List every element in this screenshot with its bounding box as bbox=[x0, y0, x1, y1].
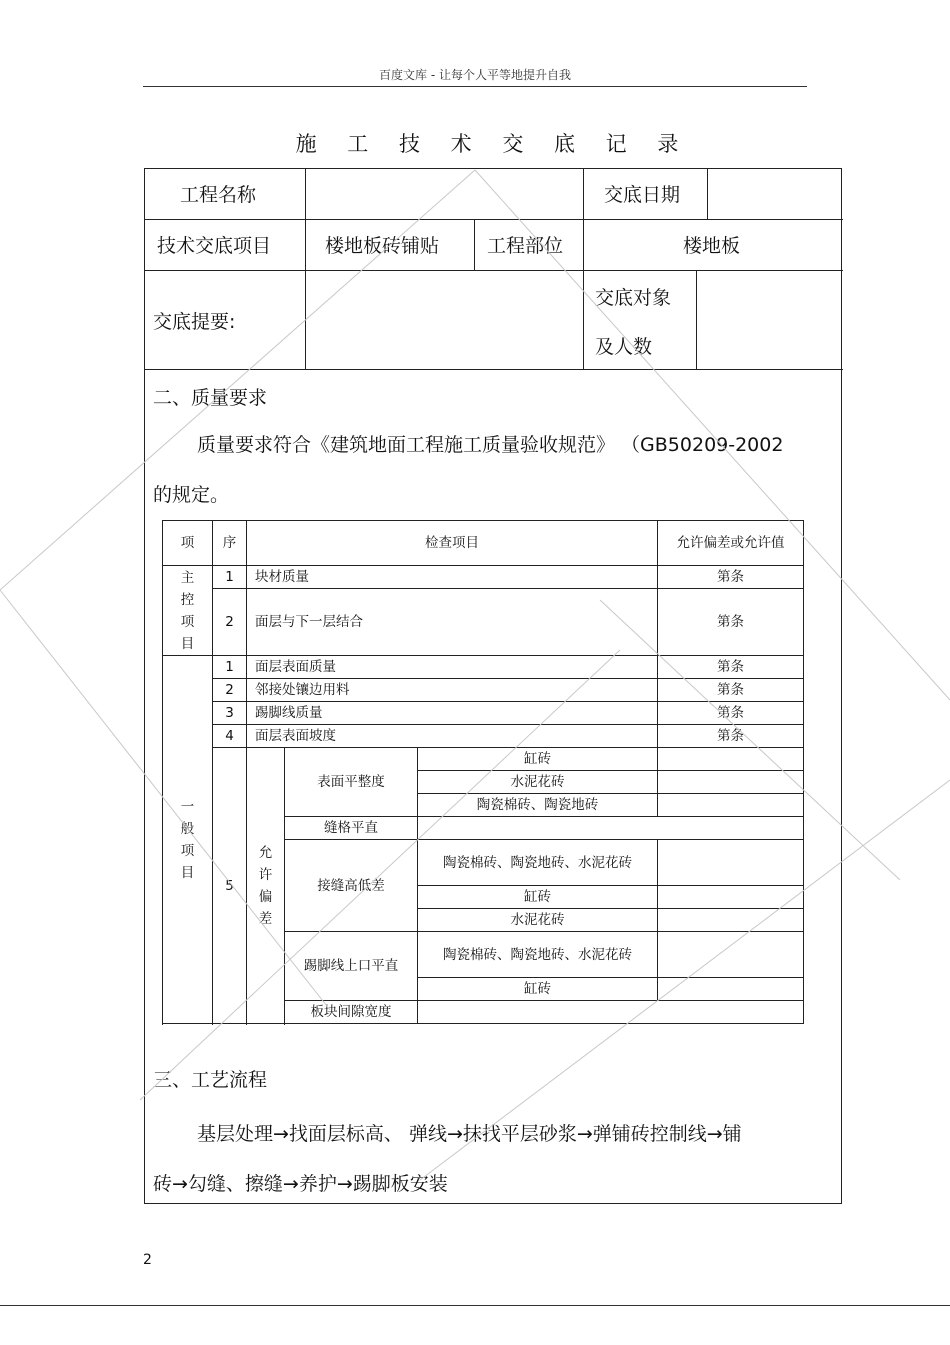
col-divider bbox=[305, 169, 306, 369]
allow-value bbox=[658, 886, 804, 909]
audience-label: 交底对象 bbox=[595, 287, 672, 309]
material: 水泥花砖 bbox=[418, 771, 658, 794]
allow-value bbox=[658, 771, 804, 794]
check-name: 块材质量 bbox=[247, 566, 658, 589]
allow-value: 第条 bbox=[658, 589, 804, 656]
check-name: 面层与下一层结合 bbox=[247, 589, 658, 656]
main-group-text: 主控项目 bbox=[180, 569, 195, 652]
gap-label: 板块间隙宽度 bbox=[285, 1001, 418, 1024]
row-divider bbox=[145, 270, 843, 271]
allow-value bbox=[418, 817, 804, 840]
flatness-label: 表面平整度 bbox=[285, 748, 418, 817]
part-value: 楼地板 bbox=[683, 235, 741, 257]
check-name: 面层表面质量 bbox=[247, 656, 658, 679]
general-group-text: 一般项目 bbox=[180, 798, 195, 881]
material: 缸砖 bbox=[418, 978, 658, 1001]
seq: 1 bbox=[213, 566, 247, 589]
allow-value: 第条 bbox=[658, 725, 804, 748]
check-name: 踢脚线质量 bbox=[247, 702, 658, 725]
material: 缸砖 bbox=[418, 886, 658, 909]
seq: 2 bbox=[213, 589, 247, 656]
allow-value bbox=[658, 794, 804, 817]
allow-value: 第条 bbox=[658, 702, 804, 725]
material: 陶瓷棉砖、陶瓷地砖、水泥花砖 bbox=[418, 840, 658, 886]
row-divider bbox=[145, 219, 843, 220]
document-title: 施 工 技 术 交 底 记 录 bbox=[295, 132, 691, 156]
general-group-label bbox=[163, 656, 213, 1024]
row-divider bbox=[145, 369, 843, 370]
material: 陶瓷棉砖、陶瓷地砖、水泥花砖 bbox=[418, 932, 658, 978]
allow-value bbox=[658, 932, 804, 978]
summary-label: 交底提要: bbox=[153, 311, 236, 333]
check-name: 邻接处镶边用料 bbox=[247, 679, 658, 702]
audience-label: 及人数 bbox=[595, 336, 653, 358]
seam-straight-label: 缝格平直 bbox=[285, 817, 418, 840]
skirting-label: 踢脚线上口平直 bbox=[285, 932, 418, 1001]
header-divider bbox=[143, 86, 807, 87]
allow-value bbox=[658, 978, 804, 1001]
footer-divider bbox=[0, 1305, 950, 1306]
seam-height-label: 接缝高低差 bbox=[285, 840, 418, 932]
record-form bbox=[144, 168, 842, 1204]
seq: 5 bbox=[213, 748, 247, 1024]
allow-value bbox=[658, 748, 804, 771]
quality-heading: 二、质量要求 bbox=[153, 387, 268, 409]
col-divider bbox=[583, 169, 584, 369]
header-allow: 允许偏差或允许值 bbox=[658, 521, 804, 566]
date-label: 交底日期 bbox=[604, 184, 681, 206]
allow-dev-label bbox=[247, 748, 285, 1024]
allow-value: 第条 bbox=[658, 566, 804, 589]
col-divider bbox=[474, 219, 475, 270]
material: 陶瓷棉砖、陶瓷地砖 bbox=[418, 794, 658, 817]
page-header: 百度文库 - 让每个人平等地提升自我 bbox=[379, 68, 571, 82]
allow-value bbox=[658, 909, 804, 932]
allow-value bbox=[418, 1001, 804, 1024]
process-text: 砖→勾缝、擦缝→养护→踢脚板安装 bbox=[153, 1173, 448, 1195]
allow-value bbox=[658, 840, 804, 886]
item-label: 技术交底项目 bbox=[157, 235, 272, 257]
header-check: 检查项目 bbox=[247, 521, 658, 566]
seq: 3 bbox=[213, 702, 247, 725]
material: 缸砖 bbox=[418, 748, 658, 771]
check-name: 面层表面坡度 bbox=[247, 725, 658, 748]
header-seq: 序 bbox=[213, 521, 247, 566]
seq: 2 bbox=[213, 679, 247, 702]
seq: 1 bbox=[213, 656, 247, 679]
col-divider bbox=[707, 169, 708, 219]
col-divider bbox=[696, 270, 697, 369]
part-label: 工程部位 bbox=[487, 235, 564, 257]
item-value: 楼地板砖铺贴 bbox=[325, 235, 440, 257]
seq: 4 bbox=[213, 725, 247, 748]
process-text: 基层处理→找面层标高、 弹线→抹找平层砂浆→弹铺砖控制线→铺 bbox=[197, 1123, 742, 1145]
allow-value: 第条 bbox=[658, 656, 804, 679]
main-group-label bbox=[163, 566, 213, 656]
allow-dev-text: 允许偏差 bbox=[258, 844, 273, 927]
quality-text: 质量要求符合《建筑地面工程施工质量验收规范》 （GB50209-2002 bbox=[197, 434, 784, 456]
header-item: 项 bbox=[163, 521, 213, 566]
check-table bbox=[162, 520, 804, 1024]
page-number: 2 bbox=[143, 1252, 152, 1268]
process-heading: 三、工艺流程 bbox=[153, 1069, 268, 1091]
quality-text: 的规定。 bbox=[153, 484, 230, 506]
allow-value: 第条 bbox=[658, 679, 804, 702]
project-name-label: 工程名称 bbox=[180, 184, 257, 206]
material: 水泥花砖 bbox=[418, 909, 658, 932]
